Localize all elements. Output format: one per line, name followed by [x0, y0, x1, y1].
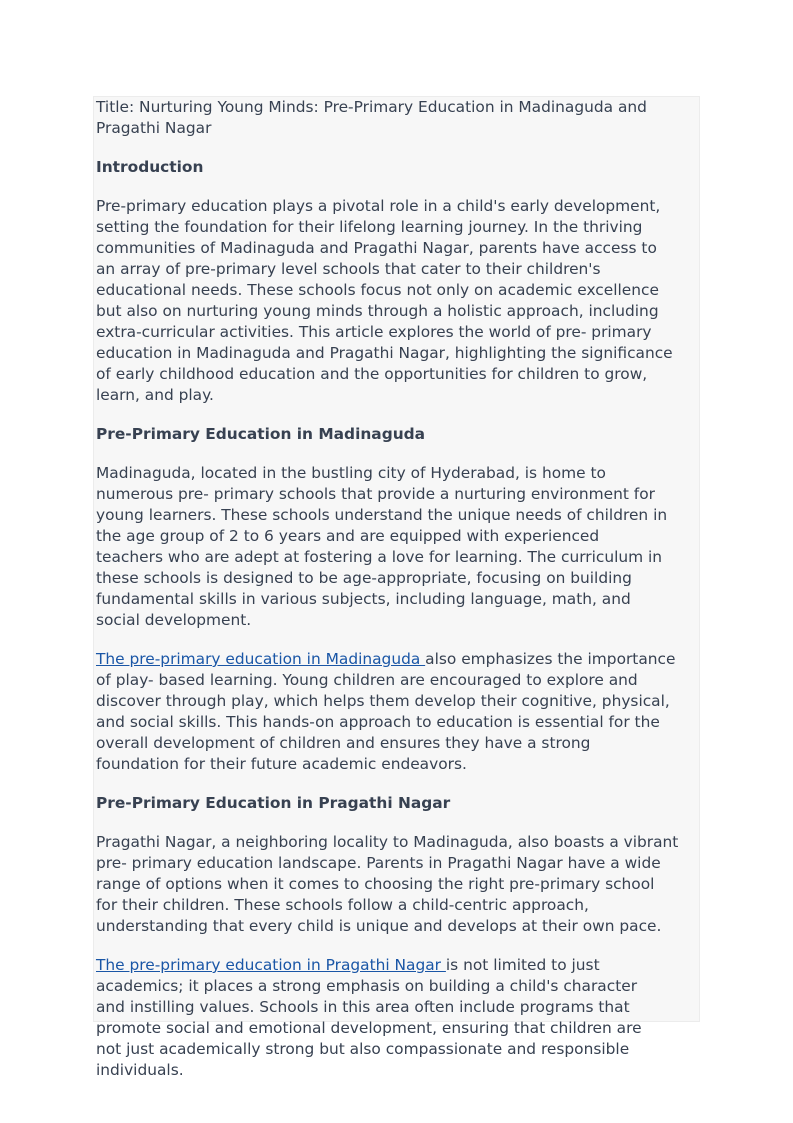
pragathi-nagar-link[interactable]: The pre-primary education in Pragathi Nagar — [96, 956, 446, 974]
madinaguda-paragraph-2 — [96, 649, 700, 775]
pragathi-nagar-paragraph-2 — [96, 955, 700, 1081]
introduction-paragraph: Pre-primary education plays a pivotal role in a child's early development, setting the foundation for their lifelong learning journey. In the thriving communities of Madinaguda and Pragathi Nagar, parents have access to an array of pre-primary level schools that cater to their children's educational needs. These schools focus not only on academic excellence but also on nurturing young minds through a holistic approach, including extra-curricular activities. This article explores the world of pre- primary education in Madinaguda and Pragathi Nagar, highlighting the significance of early childhood education and the opportunities for children to grow, learn, and play. — [96, 197, 673, 404]
heading-madinaguda: Pre-Primary Education in Madinaguda — [96, 425, 426, 443]
document-title: Title: Nurturing Young Minds: Pre-Primary Education in Madinaguda and Pragathi Nagar — [96, 98, 647, 137]
pragathi-nagar-paragraph-1: Pragathi Nagar, a neighboring locality to Madinaguda, also boasts a vibrant pre- primary education landscape. Parents in Pragathi Nagar have a wide range of options when it comes to choosing the right pre-primary school for their children. These schools follow a child-centric approach, understanding that every child is unique and develops at their own pace. — [96, 833, 679, 935]
madinaguda-paragraph-1: Madinaguda, located in the bustling city of Hyderabad, is home to numerous pre- primary schools that provide a nurturing environment for young learners. These schools understand the unique needs of children in the age group of 2 to 6 years and are equipped with experienced teachers who are adept at fostering a love for learning. The curriculum in these schools is designed to be age-appropriate, focusing on building fundamental skills in various subjects, including language, math, and social development. — [96, 464, 668, 629]
heading-pragathi-nagar: Pre-Primary Education in Pragathi Nagar — [96, 794, 451, 812]
madinaguda-paragraph-2-text: also emphasizes the importance of play- based learning. Young children are encouraged to explore and discover through play, which helps them develop their cognitive, physical, and social skills. This hands-on approach to education is essential for the overall development of children and ensures they have a strong foundation for their future academic endeavors. — [96, 650, 676, 773]
article-body — [96, 97, 700, 1099]
madinaguda-link[interactable]: The pre-primary education in Madinaguda — [96, 650, 426, 668]
pragathi-nagar-paragraph-2-text: is not limited to just academics; it places a strong emphasis on building a child's character and instilling values. Schools in this area often include programs that promote social and emotional development, ensuring that children are not just academically strong but also compassionate and responsible individuals. — [96, 956, 642, 1079]
heading-introduction: Introduction — [96, 158, 204, 176]
